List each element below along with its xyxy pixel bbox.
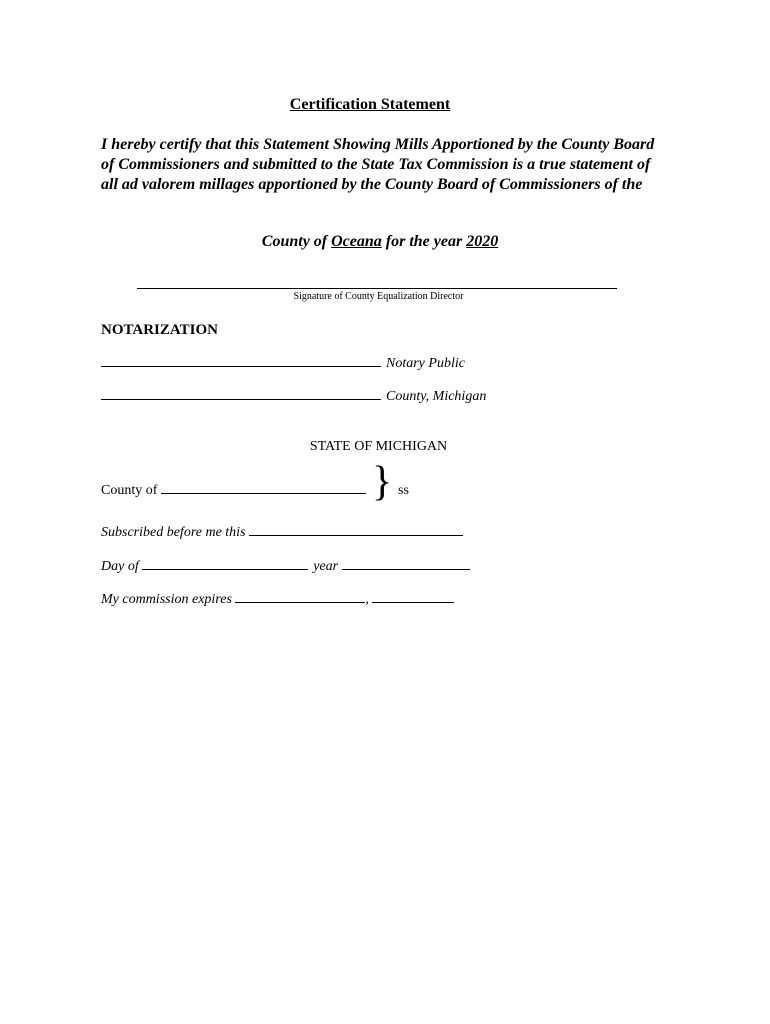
subscribed-row: [101, 525, 468, 541]
year-label: year: [313, 559, 339, 574]
day-of-label: Day of: [101, 559, 139, 574]
county-michigan-blank[interactable]: [101, 399, 381, 400]
state-header: STATE OF MICHIGAN: [309, 439, 448, 454]
day-year-row: [101, 559, 475, 575]
brace-glyph: }: [372, 459, 393, 505]
county-prefix: County of: [261, 233, 328, 250]
notary-public-blank[interactable]: [101, 366, 381, 367]
notarization-heading: NOTARIZATION: [101, 322, 218, 338]
county-year-line: [0, 233, 760, 251]
signature-line[interactable]: [137, 288, 617, 289]
day-blank[interactable]: [142, 569, 308, 570]
subscribed-label: Subscribed before me this: [101, 525, 246, 540]
certification-paragraph: I hereby certify that this Statement Showing Mills Apportioned by the County Board of Commissioners and submitted to the State Tax Commission is a true statement of all ad valorem millages apportioned by the County Board of Commissioners of the: [101, 136, 655, 193]
signature-caption: Signature of County Equalization Director: [293, 291, 464, 302]
year-value: 2020: [466, 233, 499, 250]
commission-year-blank[interactable]: [372, 602, 454, 603]
county-name: Oceana: [331, 233, 382, 250]
notary-public-row: [101, 356, 465, 372]
ss-label: ss: [398, 483, 409, 498]
commission-row: [101, 592, 459, 608]
year-blank[interactable]: [342, 569, 470, 570]
county-michigan-row: [101, 389, 486, 405]
county-middle-text: for the year: [385, 233, 463, 250]
county-of-row: [101, 483, 371, 499]
commission-label: My commission expires: [101, 592, 232, 607]
document-title: Certification Statement: [289, 96, 451, 113]
comma: ,: [365, 592, 369, 607]
subscribed-blank[interactable]: [249, 535, 463, 536]
notary-public-label: Notary Public: [386, 356, 465, 371]
county-michigan-label: County, Michigan: [386, 389, 487, 404]
county-of-label: County of: [101, 483, 158, 498]
county-of-blank[interactable]: [161, 493, 366, 494]
commission-date-blank[interactable]: [235, 602, 365, 603]
